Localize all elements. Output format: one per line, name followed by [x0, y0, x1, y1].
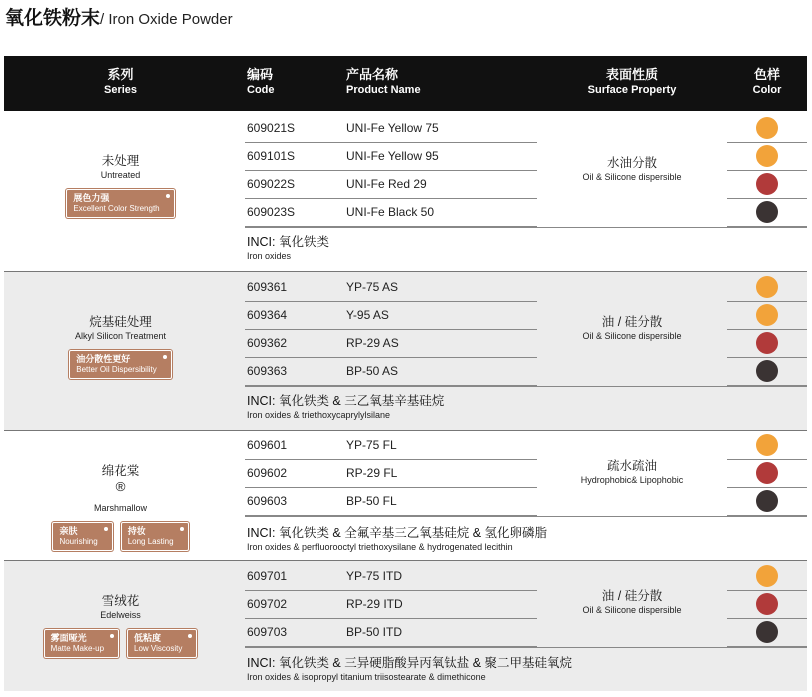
inci-divider	[245, 227, 807, 228]
badge-label-en: Nourishing	[59, 537, 98, 547]
inci-en: Iron oxides & perfluorooctyl triethoxysilane & hydrogenated lecithin	[247, 542, 513, 552]
surface-property-zh: 油 / 硅分散	[601, 315, 663, 329]
feature-badge	[69, 350, 171, 379]
product-code: 609701	[247, 569, 288, 583]
series-name-en: Marshmallow	[93, 503, 147, 514]
product-code: 609603	[247, 494, 288, 508]
inci-en: Iron oxides	[247, 251, 292, 261]
color-swatch	[756, 332, 778, 354]
badge-dot-icon	[110, 634, 114, 638]
table-row	[245, 170, 537, 199]
color-cell	[727, 487, 807, 516]
feature-badge	[44, 629, 119, 658]
color-cell	[727, 114, 807, 143]
trademark-symbol: ®	[115, 479, 126, 494]
page-title-en: / Iron Oxide Powder	[100, 11, 233, 28]
surface-property-en: Oil & Silicone dispersible	[582, 331, 682, 341]
header-product-name: 产品名称 Product Name	[346, 67, 421, 96]
color-cell	[727, 590, 807, 619]
feature-badge	[127, 629, 197, 658]
color-swatch	[756, 565, 778, 587]
header-code: 编码 Code	[247, 67, 275, 96]
product-name: Y-95 AS	[346, 308, 389, 322]
series-name-zh: 雪绒花	[101, 594, 140, 608]
surface-property-cell	[537, 155, 727, 183]
header-surface-property: 表面性质 Surface Property	[587, 67, 677, 96]
surface-property-zh: 疏水疏油	[606, 459, 657, 473]
badge-label-zh: 持妆	[127, 526, 146, 537]
table-row	[245, 198, 537, 227]
color-cell	[727, 273, 807, 302]
table-header	[4, 56, 807, 111]
product-code: 609023S	[247, 205, 296, 219]
color-cell	[727, 431, 807, 460]
table-row	[245, 590, 537, 619]
series-group	[4, 560, 807, 691]
table-row	[245, 142, 537, 171]
product-code: 609363	[247, 364, 288, 378]
color-cell	[727, 142, 807, 171]
surface-property-en: Oil & Silicone dispersible	[582, 172, 682, 182]
inci-en: Iron oxides & isopropyl titanium triisostearate & dimethicone	[247, 672, 486, 682]
product-code: 609021S	[247, 121, 296, 135]
badge-label-zh: 油分散性更好	[76, 354, 131, 364]
surface-property-en: Hydrophobic& Lipophobic	[580, 475, 684, 485]
product-code: 609362	[247, 336, 288, 350]
inci-cell	[247, 234, 329, 262]
series-name-en: Alkyl Silicon Treatment	[74, 331, 167, 341]
product-table	[4, 56, 807, 691]
product-name: UNI-Fe Yellow 95	[346, 149, 439, 163]
inci-cell	[247, 525, 547, 553]
color-cell	[727, 459, 807, 488]
color-cell	[727, 198, 807, 227]
series-name-en: Untreated	[100, 170, 141, 180]
color-cell	[727, 329, 807, 358]
surface-property-cell	[537, 588, 727, 616]
color-cell	[727, 562, 807, 591]
product-name: UNI-Fe Red 29	[346, 177, 427, 191]
header-series: 系列 Series	[103, 67, 138, 96]
feature-badges	[4, 522, 237, 551]
badge-label-en: Long Lasting	[127, 537, 174, 547]
feature-badges	[4, 629, 237, 658]
color-swatch	[756, 173, 778, 195]
badge-dot-icon	[104, 527, 108, 531]
feature-badges	[4, 189, 237, 218]
surface-property-zh: 水油分散	[606, 156, 657, 170]
series-name-en: Edelweiss	[100, 610, 141, 620]
product-name: BP-50 AS	[346, 364, 399, 378]
table-row	[245, 618, 537, 647]
table-row	[245, 329, 537, 358]
badge-label-zh: 雾面哑光	[50, 633, 87, 643]
table-row	[245, 431, 537, 460]
feature-badge	[52, 522, 112, 551]
color-cell	[727, 301, 807, 330]
feature-badge	[66, 189, 174, 218]
inci-cell	[247, 655, 572, 683]
series-group	[4, 271, 807, 431]
color-cell	[727, 170, 807, 199]
inci-en: Iron oxides & triethoxycaprylylsilane	[247, 410, 391, 420]
product-code: 609601	[247, 438, 288, 452]
color-swatch	[756, 434, 778, 456]
table-row	[245, 459, 537, 488]
product-name: RP-29 ITD	[346, 597, 403, 611]
badge-label-en: Matte Make-up	[50, 644, 105, 653]
color-cell	[727, 357, 807, 386]
header-color: 色样 Color	[752, 67, 782, 96]
color-swatch	[756, 201, 778, 223]
product-code: 609361	[247, 280, 288, 294]
surface-property-cell	[537, 458, 727, 486]
table-row	[245, 273, 537, 302]
product-name: BP-50 ITD	[346, 625, 403, 639]
inci-divider	[245, 386, 807, 387]
table-row	[245, 357, 537, 386]
color-swatch	[756, 145, 778, 167]
inci-divider	[245, 647, 807, 648]
badge-dot-icon	[163, 355, 167, 359]
badge-dot-icon	[166, 194, 170, 198]
badge-label-zh: 亲肤	[59, 526, 78, 537]
series-cell	[4, 463, 237, 551]
product-code: 609101S	[247, 149, 296, 163]
series-cell	[4, 593, 237, 658]
inci-divider	[245, 516, 807, 517]
badge-dot-icon	[180, 527, 184, 531]
product-name: RP-29 FL	[346, 466, 398, 480]
badge-dot-icon	[188, 634, 192, 638]
product-name: YP-75 AS	[346, 280, 399, 294]
series-group	[4, 111, 807, 271]
product-name: YP-75 FL	[346, 438, 397, 452]
product-code: 609022S	[247, 177, 296, 191]
product-name: UNI-Fe Black 50	[346, 205, 435, 219]
inci-zh: INCI: 氧化铁类 & 三异硬脂酸异丙氧钛盐 & 聚二甲基硅氧烷	[247, 656, 573, 670]
surface-property-en: Oil & Silicone dispersible	[582, 605, 682, 615]
series-name-zh: 未处理	[101, 154, 140, 168]
table-row	[245, 114, 537, 143]
color-swatch	[756, 593, 778, 615]
series-name-zh: 烷基硅处理	[89, 315, 152, 329]
badge-label-en: Better Oil Dispersibility	[76, 365, 157, 374]
surface-property-cell	[537, 314, 727, 342]
color-swatch	[756, 360, 778, 382]
color-swatch	[756, 462, 778, 484]
color-swatch	[756, 490, 778, 512]
color-swatch	[756, 117, 778, 139]
table-row	[245, 301, 537, 330]
color-cell	[727, 618, 807, 647]
inci-cell	[247, 393, 444, 421]
table-row	[245, 487, 537, 516]
series-group	[4, 430, 807, 561]
surface-property-zh: 油 / 硅分散	[601, 589, 663, 603]
badge-label-zh: 展色力强	[73, 193, 110, 203]
product-name: BP-50 FL	[346, 494, 397, 508]
table-row	[245, 562, 537, 591]
product-name: RP-29 AS	[346, 336, 399, 350]
product-code: 609703	[247, 625, 288, 639]
product-code: 609602	[247, 466, 288, 480]
series-name-zh: 绵花棠	[101, 464, 140, 478]
badge-label-en: Excellent Color Strength	[73, 204, 160, 213]
product-name: YP-75 ITD	[346, 569, 403, 583]
inci-zh: INCI: 氧化铁类	[247, 235, 329, 249]
feature-badges	[4, 350, 237, 379]
product-code: 609702	[247, 597, 288, 611]
series-cell	[4, 314, 237, 379]
color-swatch	[756, 304, 778, 326]
page-title	[5, 8, 233, 30]
badge-label-zh: 低粘度	[134, 633, 162, 643]
inci-zh: INCI: 氧化铁类 & 全氟辛基三乙氧基硅烷 & 氢化卵磷脂	[247, 526, 548, 540]
badge-label-en: Low Viscosity	[134, 644, 183, 653]
feature-badge	[121, 522, 189, 551]
inci-zh: INCI: 氧化铁类 & 三乙氧基辛基硅烷	[247, 394, 445, 408]
page-title-zh: 氧化铁粉末	[5, 8, 101, 29]
color-swatch	[756, 621, 778, 643]
color-swatch	[756, 276, 778, 298]
product-code: 609364	[247, 308, 288, 322]
product-name: UNI-Fe Yellow 75	[346, 121, 439, 135]
series-cell	[4, 153, 237, 218]
